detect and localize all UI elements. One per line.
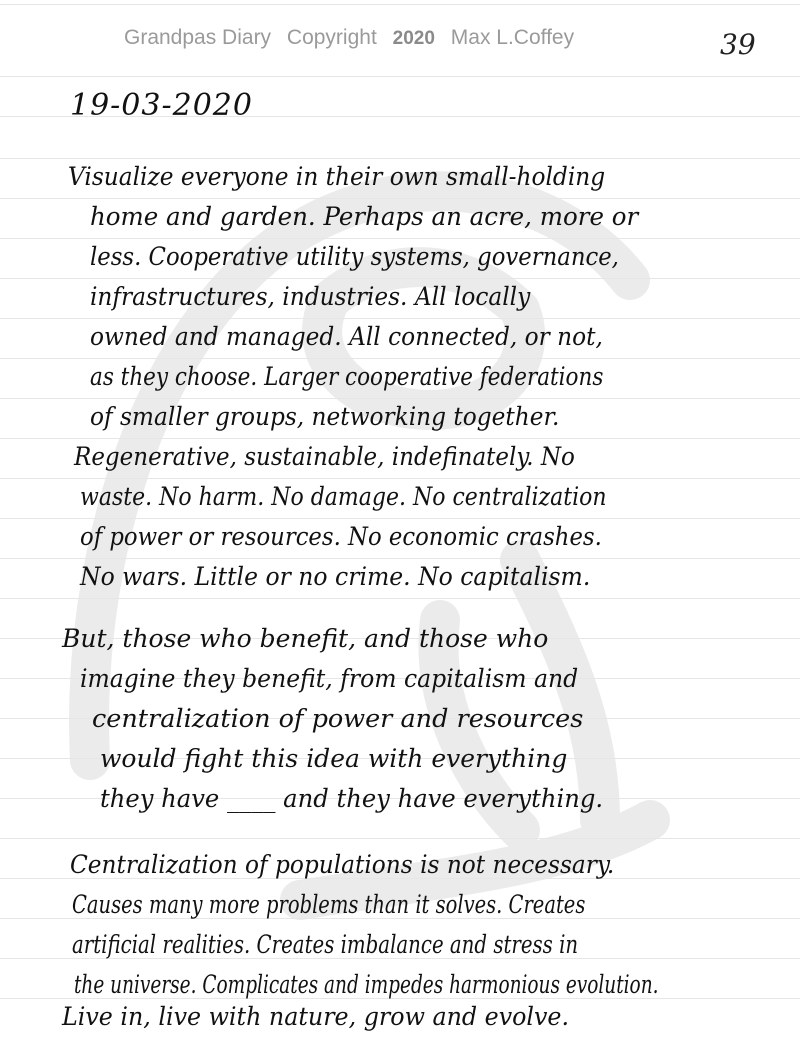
handwritten-line: Regenerative, sustainable, indefinately. No <box>74 442 575 471</box>
ruled-line <box>0 76 800 77</box>
handwritten-line: they have ____ and they have everything. <box>100 784 604 813</box>
handwritten-line: the universe. Complicates and impedes harmonious evolution. <box>74 970 659 999</box>
diary-title: Grandpas Diary <box>124 26 272 49</box>
page-header <box>124 26 584 50</box>
handwritten-line: as they choose. Larger cooperative federations <box>90 362 604 391</box>
ruled-line <box>0 318 800 319</box>
handwritten-line: of power or resources. No economic crashes. <box>80 522 602 551</box>
ruled-line <box>0 518 800 519</box>
handwritten-line: artificial realities. Creates imbalance and stress in <box>72 930 579 959</box>
handwritten-line: Centralization of populations is not necessary. <box>70 850 615 879</box>
ruled-line <box>0 198 800 199</box>
handwritten-line: infrastructures, industries. All locally <box>90 282 531 311</box>
handwritten-line: No wars. Little or no crime. No capitalism. <box>80 562 591 591</box>
ruled-line <box>0 158 800 159</box>
copyright-year: 2020 <box>392 28 435 49</box>
ruled-line <box>0 278 800 279</box>
ruled-line <box>0 558 800 559</box>
handwritten-line: less. Cooperative utility systems, governance, <box>90 242 619 271</box>
handwritten-line: Live in, live with nature, grow and evolve. <box>62 1002 570 1031</box>
handwritten-line: Visualize everyone in their own small-holding <box>68 162 606 191</box>
ruled-line <box>0 598 800 599</box>
handwritten-line: home and garden. Perhaps an acre, more or <box>90 202 639 231</box>
ruled-line <box>0 4 800 5</box>
ruled-line <box>0 398 800 399</box>
handwritten-line: would fight this idea with everything <box>100 744 568 773</box>
handwritten-line: waste. No harm. No damage. No centralization <box>80 482 607 511</box>
handwritten-line: of smaller groups, networking together. <box>90 402 560 431</box>
ruled-line <box>0 438 800 439</box>
handwritten-line: imagine they benefit, from capitalism and <box>80 664 579 693</box>
handwritten-line: Causes many more problems than it solves. Creates <box>72 890 586 919</box>
ruled-line <box>0 238 800 239</box>
ruled-line <box>0 358 800 359</box>
page-number: 39 <box>720 28 756 61</box>
handwritten-line: But, those who benefit, and those who <box>62 624 549 653</box>
handwritten-line: owned and managed. All connected, or not, <box>90 322 603 351</box>
author-name: Max L.Coffey <box>450 26 575 49</box>
handwritten-line: centralization of power and resources <box>92 704 584 733</box>
copyright-label: Copyright <box>286 26 377 49</box>
entry-date: 19-03-2020 <box>70 88 253 123</box>
ruled-line <box>0 478 800 479</box>
ruled-line <box>0 838 800 839</box>
